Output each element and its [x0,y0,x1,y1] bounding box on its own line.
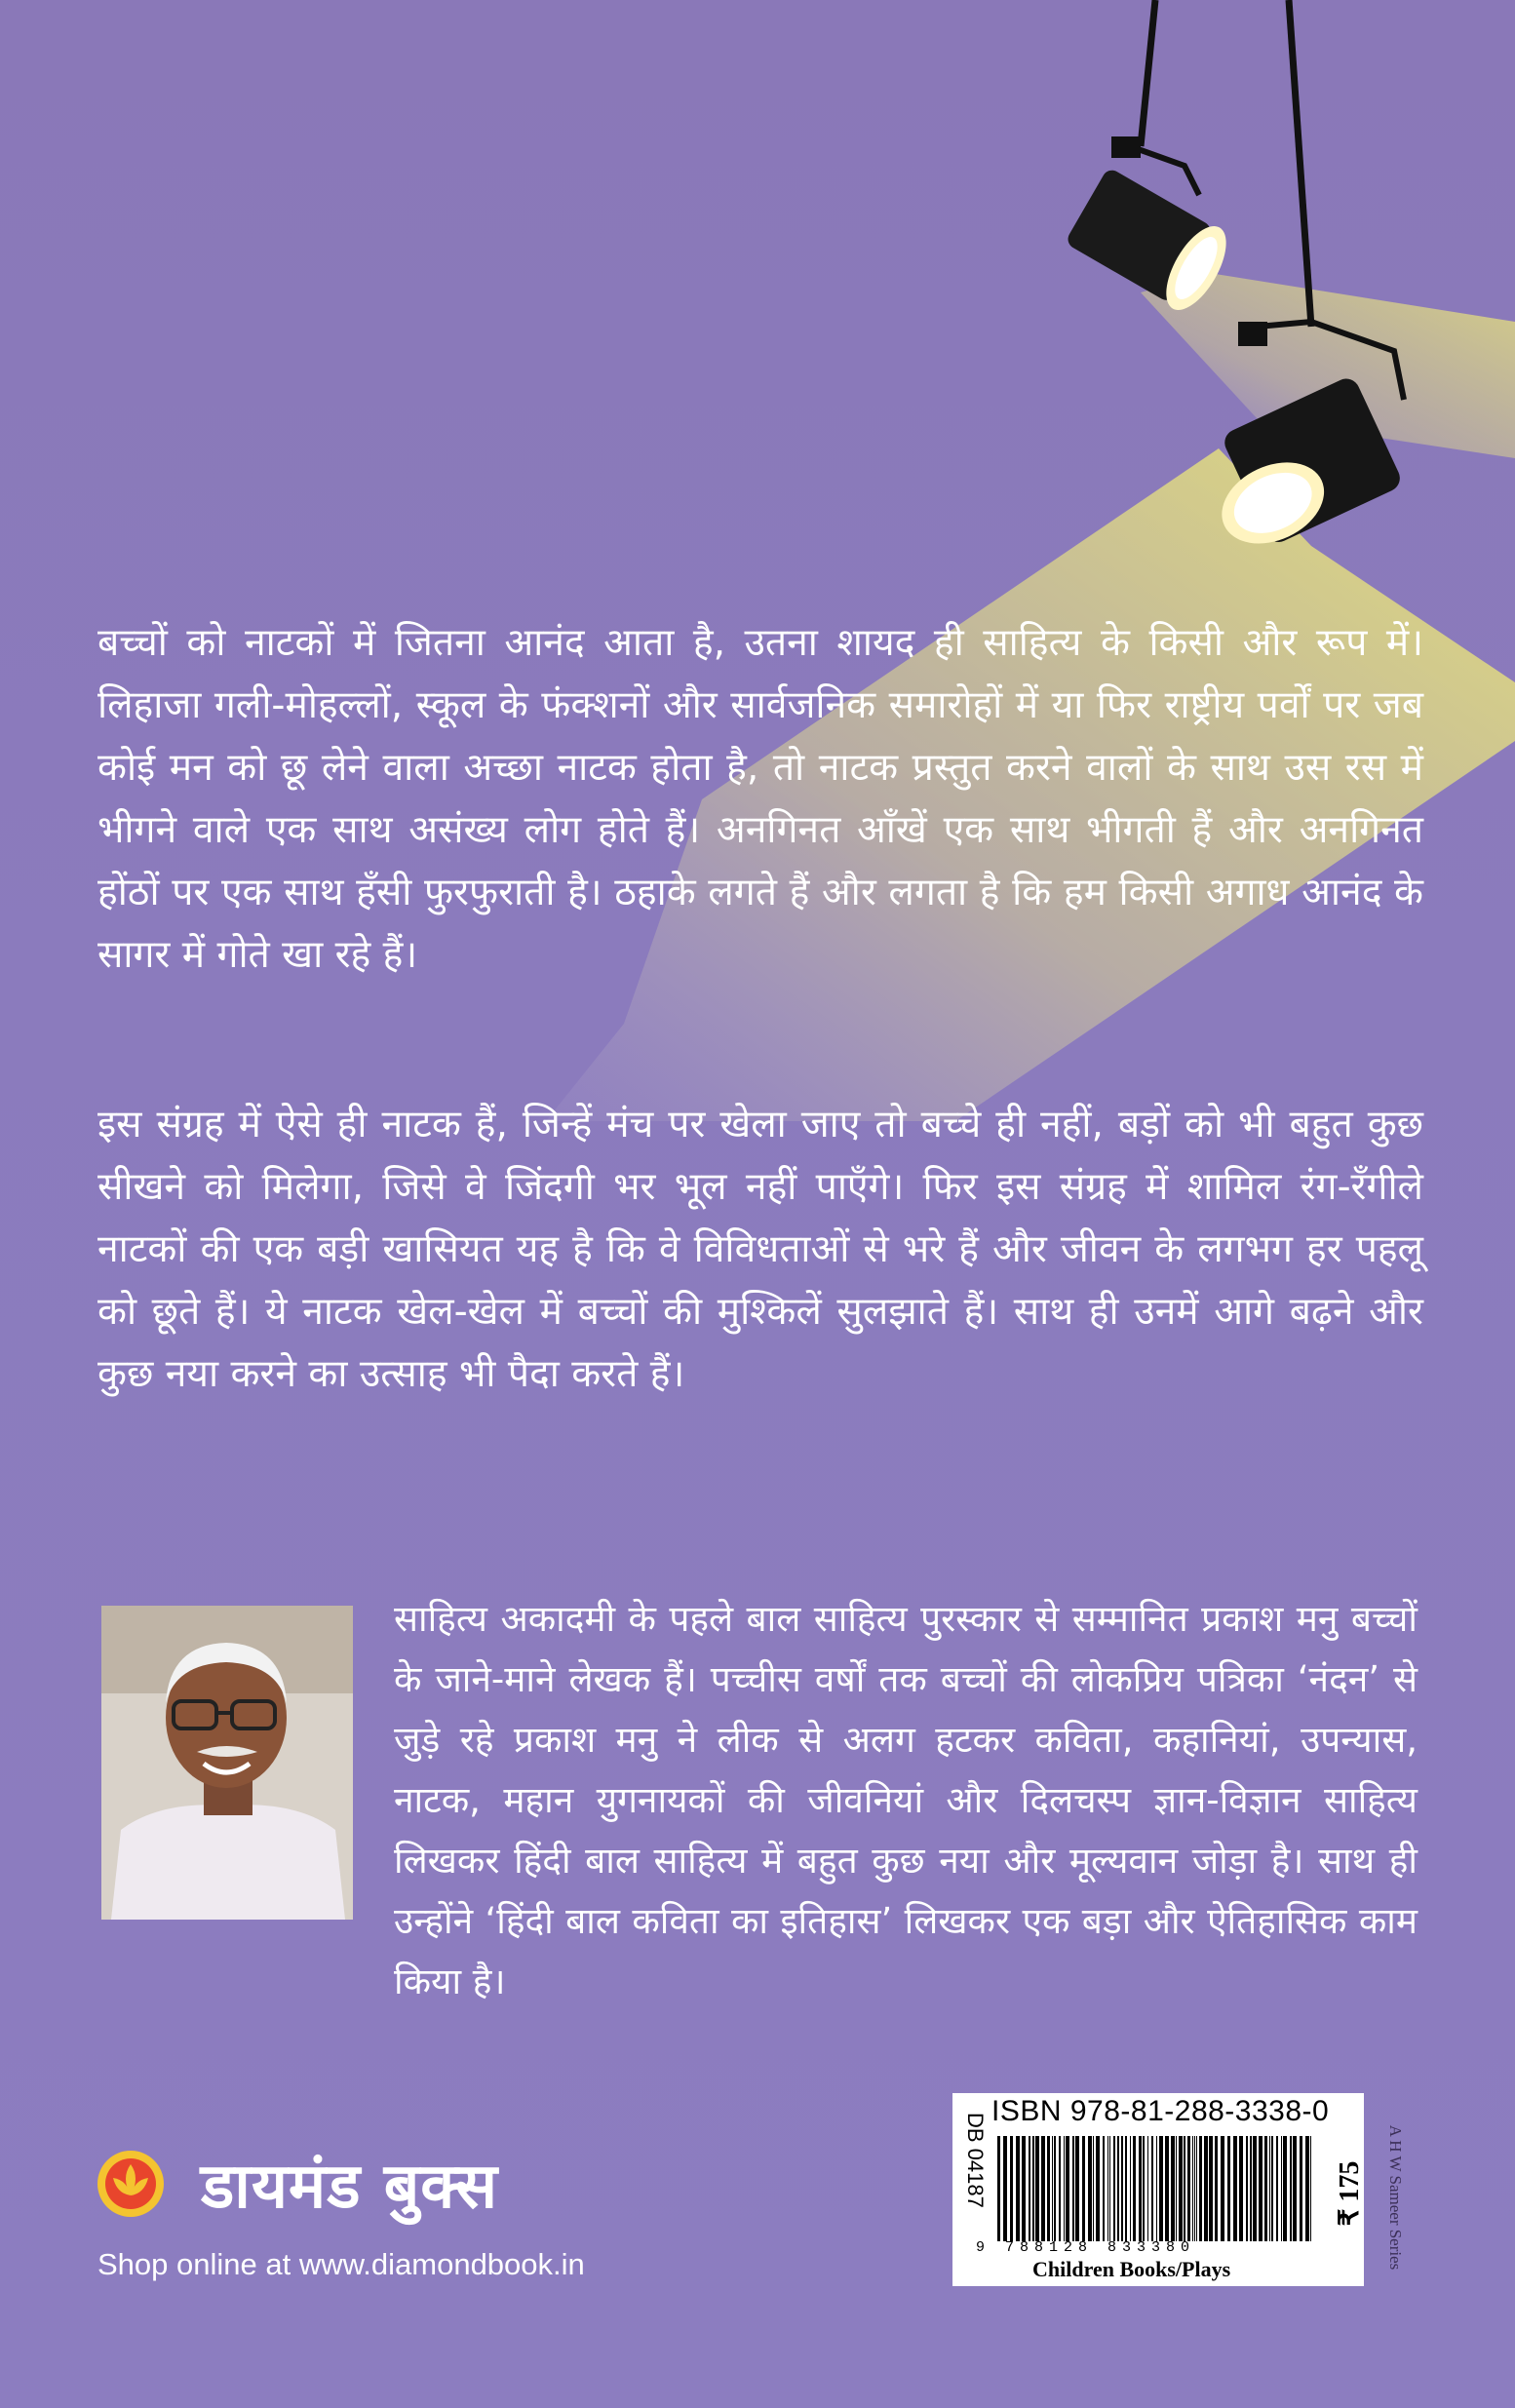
barcode-bar [1139,2136,1142,2241]
barcode-bar [1264,2136,1267,2241]
price-tag [1335,2122,1364,2259]
barcode-bar [1233,2136,1237,2241]
barcode-bar [1082,2136,1085,2241]
barcode-bar [1147,2136,1148,2241]
barcode-bar [1176,2136,1177,2241]
barcode-bar [1259,2136,1262,2241]
barcode-bar [1227,2136,1230,2241]
barcode-bar [1271,2136,1273,2241]
barcode-bar [1041,2136,1045,2241]
barcode-bar [1250,2136,1252,2241]
barcode-bar [1010,2136,1013,2241]
barcode-bar [1143,2136,1145,2241]
barcode-bar [1156,2136,1157,2241]
barcode-bar [1310,2136,1311,2241]
barcode-bar [1125,2136,1127,2241]
barcode-bar [1052,2136,1053,2241]
series-label [1380,2106,1410,2301]
shop-online-link[interactable]: Shop online at www.diamondbook.in [97,2247,585,2281]
barcode-bar [1003,2136,1007,2241]
barcode-bar [1117,2136,1119,2241]
description-paragraph-2: इस संग्रह में ऐसे ही नाटक हैं, जिन्हें मंच पर खेला जाए तो बच्चे ही नहीं, बड़ों को भी बहुत कुछ सीखने को मिलेगा, जिसे वे जिंदगी भर भूल नहीं पाएँगे। फिर इस संग्रह में शामिल रंग-रँगीले नाटकों की एक बड़ी खासियत यह है कि वे विविधताओं से भरे हैं और जीवन के लगभग हर पहलू को छूते हैं। ये नाटक खेल-खेल में बच्चों की मुश्किलें सुलझाते हैं। साथ ही उनमें आगे बढ़ने और कुछ नया करने का उत्साह भी पैदा करते हैं। [97,1103,1423,1396]
barcode-bar [1096,2136,1100,2241]
barcode-bar [1196,2136,1197,2241]
barcode-bar [1281,2136,1282,2241]
barcode-bar [1239,2136,1243,2241]
barcode-bar [1107,2136,1108,2241]
author-photo [101,1606,353,1920]
book-code: DB 04187 [963,2113,988,2208]
barcode-bar [1064,2136,1065,2241]
barcode-bar [1293,2136,1297,2241]
barcode-bar [1047,2136,1050,2241]
barcode-bar [1059,2136,1061,2241]
barcode-bar [1290,2136,1292,2241]
barcode-bar [1072,2136,1074,2241]
barcode-bar [1179,2136,1183,2241]
barcode-bar [1032,2136,1034,2241]
barcode-bar [1029,2136,1030,2241]
description-paragraph-1: बच्चों को नाटकों में जितना आनंद आता है, उतना शायद ही साहित्य के किसी और रूप में। लिहाजा गली-मोहल्लों, स्कूल के फंक्शनों और सार्वजनिक समारोहों में या फिर राष्ट्रीय पर्वों पर जब कोई मन को छू लेने वाला अच्छा नाटक होता है, तो नाटक प्रस्तुत करने वालों के साथ उस रस में भीगने वाले एक साथ असंख्य लोग होते हैं। अनगिनत आँखें एक साथ भीगती हैं और अनगिनत होंठों पर एक साथ हँसी फुरफुराती है। ठहाके लगते हैं और लगता है कि हम किसी अगाध आनंद के सागर में गोते खा रहे हैं। [97,621,1423,977]
barcode-bar [1305,2136,1309,2241]
barcode-bar [1283,2136,1287,2241]
barcode-bar [1194,2136,1195,2241]
barcode-bar [1300,2136,1302,2241]
barcode-bar [1276,2136,1278,2241]
barcode-bar [1035,2136,1039,2241]
price-value: ₹ 175 [1335,2160,1365,2227]
barcode-bar [1022,2136,1026,2241]
book-category: Children Books/Plays [1032,2257,1231,2281]
barcode-bar [1054,2136,1056,2241]
barcode-bar [1113,2136,1115,2241]
barcode-bar [1192,2136,1193,2241]
barcode-bar [1165,2136,1169,2241]
barcode-label [952,2093,1364,2286]
barcode-bar [1016,2136,1020,2241]
barcode-bar [1159,2136,1163,2241]
barcode-digits: 9 788128 833380 [976,2239,1196,2256]
barcode-bar [1209,2136,1213,2241]
barcode-bar [1066,2136,1069,2241]
barcode-bar [997,2136,1000,2241]
barcode-bar [1187,2136,1190,2241]
barcode-bar [1075,2136,1079,2241]
barcode-bar [1103,2136,1105,2241]
barcode-bar [1184,2136,1185,2241]
barcode-bar [1171,2136,1175,2241]
barcode-bar [1215,2136,1218,2241]
barcode-bar [1109,2136,1110,2241]
isbn-number: ISBN 978-81-288-3338-0 [991,2095,1330,2127]
barcode-bar [1246,2136,1248,2241]
barcode-bar [1199,2136,1202,2241]
barcode-bar [1093,2136,1094,2241]
barcode-bar [1269,2136,1270,2241]
barcode-bar [1151,2136,1153,2241]
barcode-bar [1221,2136,1224,2241]
barcode-icon [995,2136,1317,2243]
lotus-logo-icon [97,2145,195,2223]
barcode-bar [1130,2136,1131,2241]
barcode-bar [1121,2136,1123,2241]
publisher-name: डायमंड बुक्स [201,2151,499,2223]
series-text: A H W Sameer Series [1386,2124,1405,2271]
author-bio: साहित्य अकादमी के पहले बाल साहित्य पुरस्कार से सम्मानित प्रकाश मनु बच्चों के जाने-माने लेखक हैं। पच्चीस वर्षों तक बच्चों की लोकप्रिय पत्रिका ‘नंदन’ से जुड़े रहे प्रकाश मनु ने लीक से अलग हटकर कविता, कहानियां, उपन्यास, नाटक, महान युगनायकों की जीवनियां और दिलचस्प ज्ञान-विज्ञान साहित्य लिखकर हिंदी बाल साहित्य में बहुत कुछ नया और मूल्यवान जोड़ा है। साथ ही उन्होंने ‘हिंदी बाल कविता का इतिहास’ लिखकर एक बड़ा और ऐतिहासिक काम किया है। [394,1598,1418,2002]
barcode-bar [1088,2136,1092,2241]
barcode-bar [1253,2136,1257,2241]
barcode-bar [1133,2136,1136,2241]
barcode-bar [1204,2136,1208,2241]
